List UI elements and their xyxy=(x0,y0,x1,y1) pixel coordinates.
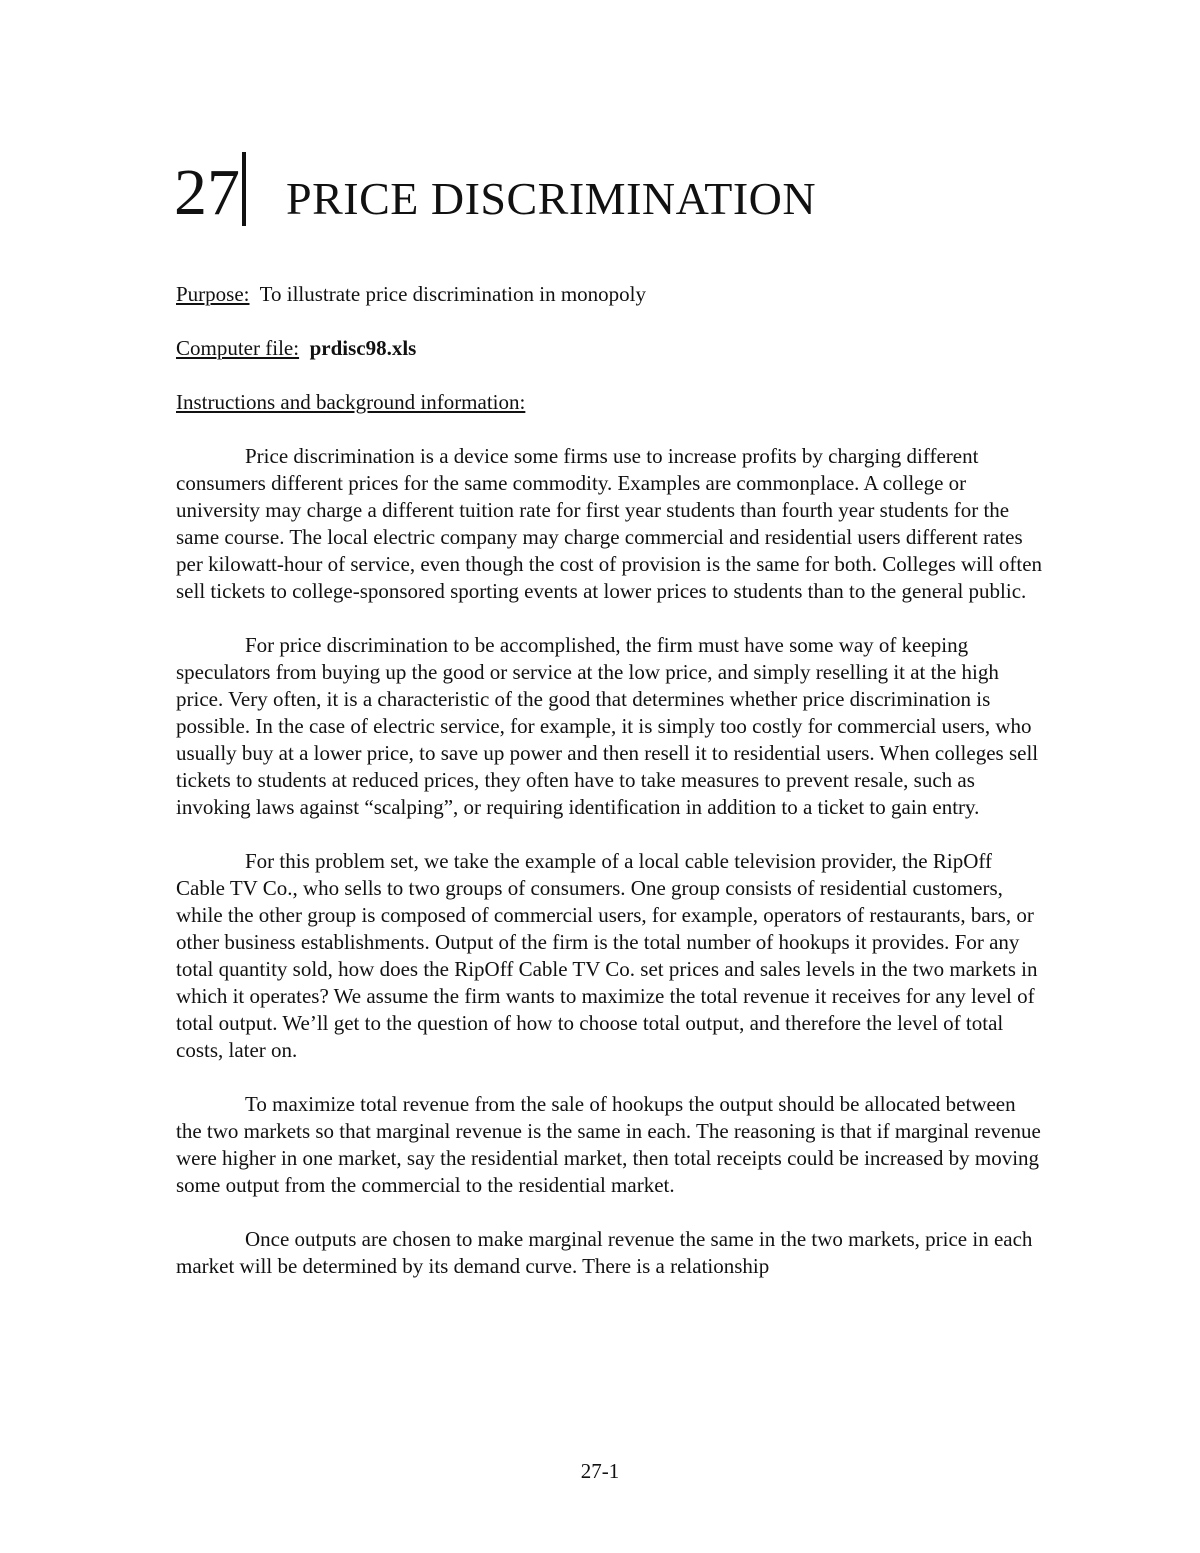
page-number: 27-1 xyxy=(580,1459,620,1483)
instructions-heading: Instructions and background information: xyxy=(176,390,526,414)
purpose-label: Purpose: xyxy=(176,282,250,306)
computer-file-line xyxy=(176,335,1046,362)
purpose-line xyxy=(176,281,1046,308)
instructions-heading-line xyxy=(176,389,1046,416)
chapter-heading xyxy=(174,152,817,229)
paragraph-1: Price discrimination is a device some firms use to increase profits by charging different consumers different prices for the same commodity. Examples are commonplace. A college or university may charge a different tuition rate for first year students than fourth year students for the same course. The local electric company may charge commercial and residential users different rates per kilowatt-hour of service, even though the cost of provision is the same for both. Colleges will often sell tickets to college-sponsored sporting events at lower prices to students than to the general public. xyxy=(176,444,1043,603)
computer-file-label: Computer file: xyxy=(176,336,300,360)
paragraph-2: For price discrimination to be accomplished, the firm must have some way of keeping speculators from buying up the good or service at the low price, and simply reselling it at the high price. Very often, it is a characteristic of the good that determines whether price discrimination is possible. In the case of electric service, for example, it is simply too costly for commercial users, who usually buy at a lower price, to save up power and then resell it to residential users. When colleges sell tickets to students at reduced prices, they often have to take measures to prevent resale, such as invoking laws against “scalping”, or requiring identification in addition to a ticket to gain entry. xyxy=(176,633,1039,819)
paragraph-4: To maximize total revenue from the sale of hookups the output should be allocated between the two markets so that marginal revenue is the same in each. The reasoning is that if marginal revenue were higher in one market, say the residential market, then total receipts could be increased by moving some output from the commercial to the residential market. xyxy=(176,1092,1041,1197)
document-body xyxy=(176,281,1046,1307)
paragraph-5: Once outputs are chosen to make marginal revenue the same in the two markets, price in each market will be determined by its demand curve. There is a relationship xyxy=(176,1227,1033,1278)
chapter-divider-bar xyxy=(242,152,246,226)
paragraph-3: For this problem set, we take the example of a local cable television provider, the RipOff Cable TV Co., who sells to two groups of consumers. One group consists of residential customers, while the other group is composed of commercial users, for example, operators of restaurants, bars, or other business establishments. Output of the firm is the total number of hookups it provides. For any total quantity sold, how does the RipOff Cable TV Co. set prices and sales levels in the two markets in which it operates? We assume the firm wants to maximize the total revenue it receives for any level of total output. We’ll get to the question of how to choose total output, and therefore the level of total costs, later on. xyxy=(176,849,1038,1062)
computer-file-value: prdisc98.xls xyxy=(309,336,417,360)
chapter-title: PRICE DISCRIMINATION xyxy=(286,173,817,224)
chapter-number: 27 xyxy=(174,156,240,229)
purpose-value: To illustrate price discrimination in monopoly xyxy=(259,282,647,306)
